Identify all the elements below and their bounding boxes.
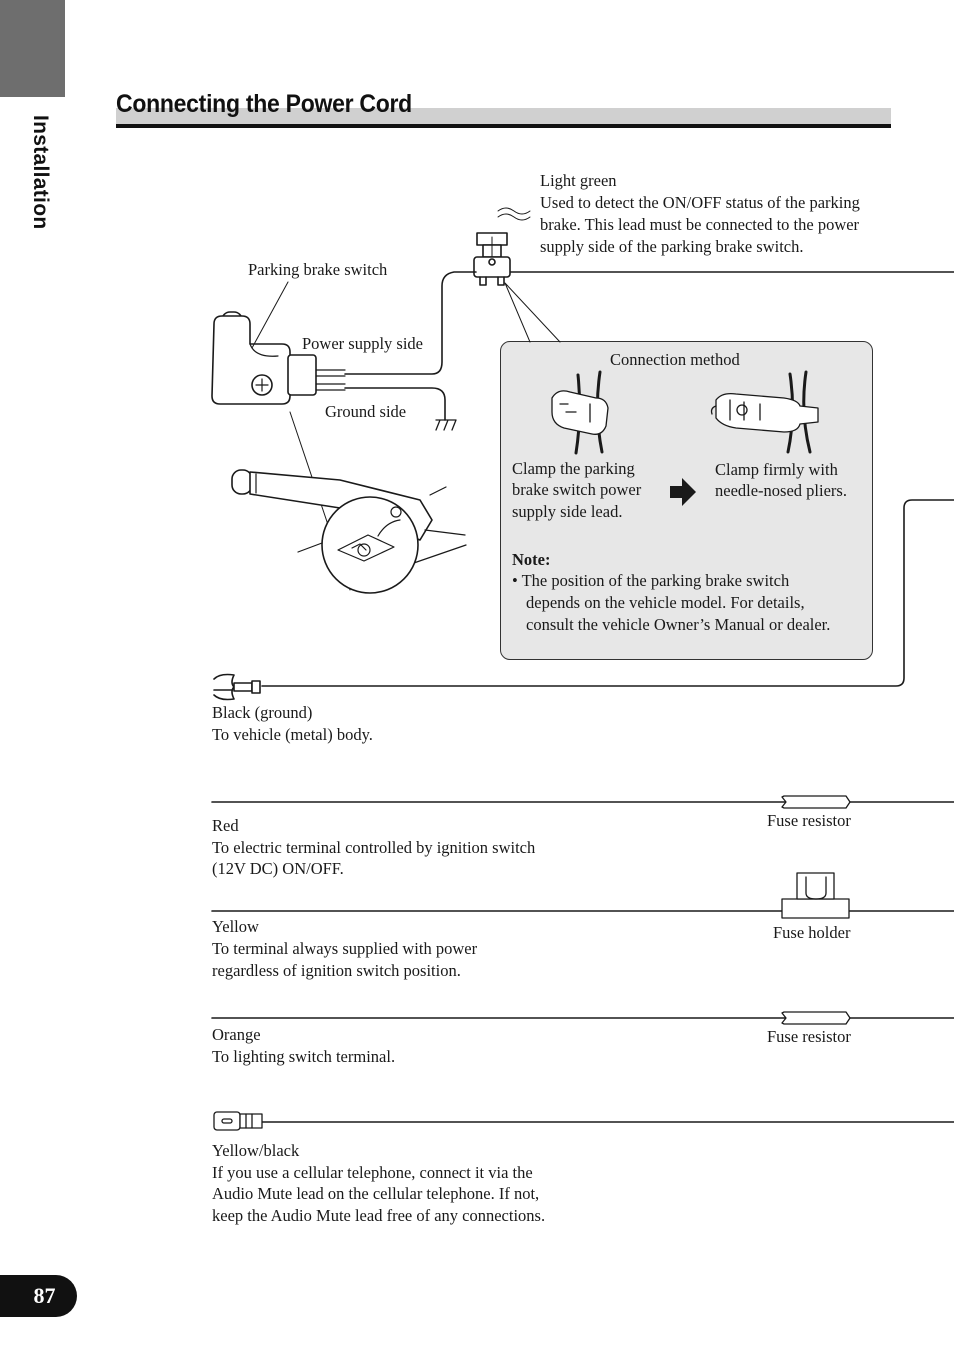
step1-line: supply side lead. <box>512 502 623 521</box>
yellow-black-desc-line: Audio Mute lead on the cellular telephone. If not, <box>212 1184 540 1203</box>
light-green-title: Light green <box>540 171 617 190</box>
connector-open-icon <box>552 372 608 453</box>
fuse-resistor-icon <box>782 796 850 808</box>
light-green-connector-icon <box>474 233 510 285</box>
parking-brake-switch-icon <box>212 312 345 404</box>
parking-brake-lever-icon <box>232 470 466 593</box>
light-green-desc-line: brake. This lead must be connected to the power <box>540 215 860 234</box>
black-lead-title: Black (ground) <box>212 703 313 722</box>
red-lead-desc-line: (12V DC) ON/OFF. <box>212 859 344 878</box>
fuse-holder-label: Fuse holder <box>773 923 851 942</box>
connection-method-title: Connection method <box>610 350 740 369</box>
arrow-right-icon <box>670 478 696 506</box>
page-title: Connecting the Power Cord <box>116 90 412 118</box>
orange-lead-title: Orange <box>212 1025 261 1044</box>
step1-line: brake switch power <box>512 480 642 499</box>
light-green-desc-line: supply side of the parking brake switch. <box>540 237 804 256</box>
note-line: consult the vehicle Owner’s Manual or dealer. <box>526 615 831 634</box>
page-number: 87 <box>0 1275 77 1317</box>
parking-brake-switch-label: Parking brake switch <box>248 260 388 279</box>
yellow-lead-title: Yellow <box>212 917 259 936</box>
note-heading: Note: <box>512 550 551 569</box>
ground-side-label: Ground side <box>325 402 407 421</box>
section-label: Installation <box>29 115 52 230</box>
fuse-resistor-icon <box>782 1012 850 1024</box>
red-lead-desc-line: To electric terminal controlled by ignition switch <box>212 838 536 857</box>
connector-clamped-icon <box>712 372 819 452</box>
black-lead-desc: To vehicle (metal) body. <box>212 725 373 744</box>
power-supply-side-label: Power supply side <box>302 334 423 353</box>
yellow-black-lead-title: Yellow/black <box>212 1141 300 1160</box>
note-line: • The position of the parking brake switch <box>512 571 790 590</box>
fuse-resistor-label: Fuse resistor <box>767 1027 851 1046</box>
red-lead-title: Red <box>212 816 239 835</box>
step2-line: Clamp firmly with <box>715 460 838 479</box>
light-green-desc-line: Used to detect the ON/OFF status of the parking <box>540 193 860 212</box>
yellow-lead-desc-line: To terminal always supplied with power <box>212 939 478 958</box>
fuse-resistor-label: Fuse resistor <box>767 811 851 830</box>
yellow-black-desc-line: If you use a cellular telephone, connect it via the <box>212 1163 533 1182</box>
yellow-lead-desc-line: regardless of ignition switch position. <box>212 961 461 980</box>
orange-lead-desc: To lighting switch terminal. <box>212 1047 396 1066</box>
note-line: depends on the vehicle model. For details, <box>526 593 805 612</box>
step1-line: Clamp the parking <box>512 459 635 478</box>
ring-terminal-icon <box>214 675 260 700</box>
fuse-holder-icon <box>782 873 849 918</box>
step2-line: needle-nosed pliers. <box>715 481 847 500</box>
spade-connector-icon <box>214 1112 262 1130</box>
yellow-black-desc-line: keep the Audio Mute lead free of any connections. <box>212 1206 546 1225</box>
